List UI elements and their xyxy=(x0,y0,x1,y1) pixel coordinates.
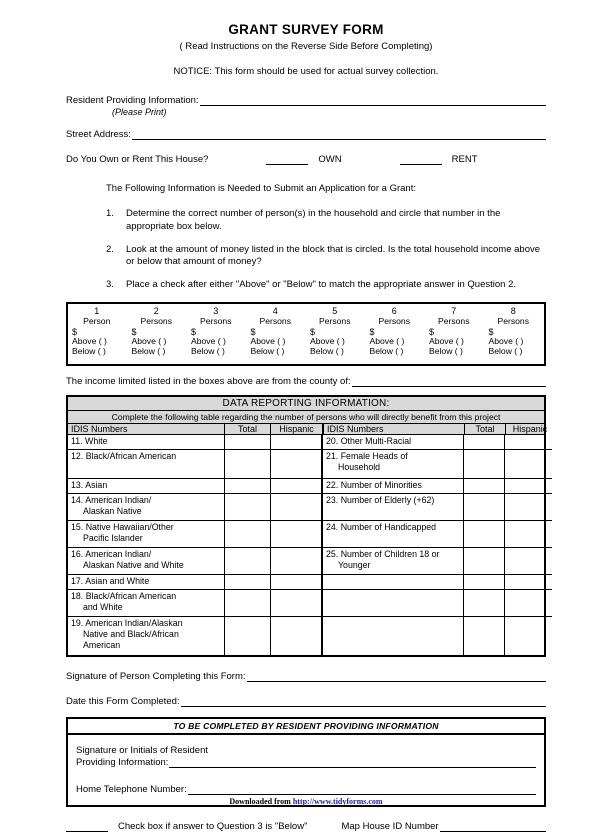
row-text: White xyxy=(85,436,108,447)
dollar-sign: $ xyxy=(310,327,316,338)
total-input[interactable] xyxy=(225,617,271,655)
row-number: 24. xyxy=(326,522,339,533)
resident-providing-label: Resident Providing Information: xyxy=(66,95,199,106)
total-input[interactable] xyxy=(464,617,505,655)
persons-word: Persons xyxy=(437,316,470,327)
dollar-sign: $ xyxy=(72,327,78,338)
persons-cell-8[interactable] xyxy=(485,304,545,364)
total-input[interactable] xyxy=(464,494,505,520)
persons-word: Persons xyxy=(378,316,411,327)
dollar-sign: $ xyxy=(191,327,197,338)
row-text: Black/African American xyxy=(85,451,177,462)
persons-income-grid xyxy=(66,302,546,366)
persons-count: 6 xyxy=(391,306,397,317)
street-address-row xyxy=(0,129,612,140)
date-completed-row xyxy=(0,696,612,707)
street-address-input[interactable] xyxy=(132,129,546,140)
hispanic-input[interactable] xyxy=(505,494,551,520)
persons-word: Persons xyxy=(259,316,292,327)
persons-count: 1 xyxy=(94,306,100,317)
persons-cell-3[interactable] xyxy=(187,304,247,364)
persons-count: 4 xyxy=(272,306,278,317)
row-label xyxy=(68,575,225,589)
hispanic-input[interactable] xyxy=(271,521,320,547)
instruction-number: 2. xyxy=(106,243,114,255)
own-rent-question: Do You Own or Rent This House? xyxy=(66,154,209,165)
header-total-left: Total xyxy=(225,424,271,434)
resident-signature-label-line1: Signature or Initials of Resident xyxy=(76,745,209,757)
row-text: Asian and White xyxy=(85,576,150,587)
total-input[interactable] xyxy=(464,450,505,478)
row-text: Other Multi-Racial xyxy=(340,436,412,447)
resident-box-body xyxy=(68,735,544,805)
persons-count: 5 xyxy=(332,306,338,317)
instruction-item xyxy=(0,208,612,234)
below-option[interactable]: Below ( ) xyxy=(191,345,225,356)
own-rent-row xyxy=(0,154,612,165)
total-input[interactable] xyxy=(225,590,271,616)
table-body xyxy=(68,435,544,655)
total-input[interactable] xyxy=(464,521,505,547)
row-number: 20. xyxy=(326,436,339,447)
total-input[interactable] xyxy=(464,435,505,449)
row-number: 12. xyxy=(71,451,84,462)
row-label xyxy=(68,590,225,616)
total-input[interactable] xyxy=(225,521,271,547)
row-label xyxy=(68,435,225,449)
persons-cell-7[interactable] xyxy=(425,304,485,364)
table-row xyxy=(68,590,321,617)
below-checkbox-line[interactable] xyxy=(66,821,108,832)
lead-in-text: The Following Information is Needed to Submit an Application for a Grant: xyxy=(106,183,416,194)
persons-word: Persons xyxy=(318,316,351,327)
dollar-sign: $ xyxy=(131,327,137,338)
total-input[interactable] xyxy=(225,450,271,478)
row-number: 17. xyxy=(71,576,84,587)
table-row xyxy=(323,548,552,575)
resident-signature-input[interactable] xyxy=(169,757,536,768)
date-completed-input[interactable] xyxy=(181,696,546,707)
date-completed-label: Date this Form Completed: xyxy=(66,696,180,708)
below-option[interactable]: Below ( ) xyxy=(131,345,166,356)
hispanic-input[interactable] xyxy=(271,494,320,520)
total-input[interactable] xyxy=(225,479,271,493)
row-label xyxy=(323,548,464,574)
page-subtitle: ( Read Instructions on the Reverse Side Before Completing) xyxy=(179,41,433,52)
notice-text: NOTICE: This form should be used for actual survey collection. xyxy=(173,66,439,77)
row-number: 21. xyxy=(326,451,339,462)
row-number: 23. xyxy=(326,495,339,506)
above-option[interactable]: Above ( ) xyxy=(131,336,167,347)
dollar-sign: $ xyxy=(369,327,375,338)
rent-label: RENT xyxy=(451,154,478,165)
persons-word: Persons xyxy=(140,316,173,327)
signature-person-label: Signature of Person Completing this Form: xyxy=(66,671,246,683)
table-row xyxy=(323,435,552,450)
table-row xyxy=(323,590,552,617)
resident-providing-input[interactable] xyxy=(200,95,546,106)
page-title: GRANT SURVEY FORM xyxy=(228,22,384,37)
hispanic-input[interactable] xyxy=(505,617,551,655)
row-label xyxy=(323,450,464,478)
row-label xyxy=(68,494,225,520)
below-option[interactable]: Below ( ) xyxy=(310,345,344,356)
county-label: The income limited listed in the boxes above are from the county of: xyxy=(66,376,351,388)
row-text-cont: Alaskan Native and White xyxy=(83,560,184,571)
instruction-number: 1. xyxy=(106,208,114,219)
above-option[interactable]: Above ( ) xyxy=(488,336,524,347)
resident-signature-label-line2: Providing Information: xyxy=(76,756,169,768)
hispanic-input[interactable] xyxy=(505,575,551,589)
total-input[interactable] xyxy=(464,479,505,493)
row-label xyxy=(323,479,464,493)
persons-count: 3 xyxy=(213,306,219,317)
hispanic-input[interactable] xyxy=(505,590,551,616)
table-row xyxy=(323,450,552,479)
header-idis-left: IDIS Numbers xyxy=(68,424,225,434)
persons-count: 7 xyxy=(451,306,457,317)
own-label: OWN xyxy=(318,154,342,165)
row-number: 18. xyxy=(71,591,84,602)
row-label xyxy=(68,521,225,547)
hispanic-input[interactable] xyxy=(505,479,551,493)
table-header-row xyxy=(68,424,548,435)
resident-providing-row xyxy=(0,95,612,106)
persons-count: 2 xyxy=(153,306,159,317)
table-row xyxy=(68,435,321,450)
table-row xyxy=(68,617,321,655)
above-option[interactable]: Above ( ) xyxy=(72,336,107,347)
row-text-cont: Household xyxy=(338,462,381,473)
table-row xyxy=(323,494,552,521)
hispanic-input[interactable] xyxy=(505,450,551,478)
above-option[interactable]: Above ( ) xyxy=(250,336,286,347)
row-label xyxy=(323,617,464,655)
hispanic-input[interactable] xyxy=(271,435,320,449)
county-input[interactable] xyxy=(352,376,546,387)
row-text-cont: Younger xyxy=(338,560,371,571)
instruction-text: Place a check after either "Above" or "Below" to match the appropriate answer in Question 2. xyxy=(126,279,517,291)
resident-completion-box xyxy=(66,717,546,807)
footer-link[interactable]: http://www.tidyforms.com xyxy=(292,797,383,806)
header-hispanic-left: Hispanic xyxy=(271,424,324,434)
hispanic-input[interactable] xyxy=(271,450,320,478)
table-row xyxy=(68,494,321,521)
persons-word: Person xyxy=(83,316,111,327)
signature-person-row xyxy=(0,671,612,682)
row-number: 14. xyxy=(71,495,84,506)
hispanic-input[interactable] xyxy=(505,521,551,547)
below-option[interactable]: Below ( ) xyxy=(72,345,106,356)
map-house-id-label: Map House ID Number xyxy=(341,820,439,832)
row-text: Native Hawaiian/Other xyxy=(85,522,174,533)
above-option[interactable]: Above ( ) xyxy=(191,336,226,347)
below-option[interactable]: Below ( ) xyxy=(429,345,463,356)
persons-count: 8 xyxy=(510,306,516,317)
below-option[interactable]: Below ( ) xyxy=(369,345,404,356)
persons-word: Persons xyxy=(497,316,530,327)
row-number: 15. xyxy=(71,522,84,533)
street-address-label: Street Address: xyxy=(66,129,131,140)
header-hispanic-right: Hispanic xyxy=(512,424,548,435)
resident-phone-input[interactable] xyxy=(188,784,536,795)
row-text: Number of Elderly (+62) xyxy=(340,495,435,506)
table-row xyxy=(323,479,552,494)
total-input[interactable] xyxy=(464,548,505,574)
map-house-id-input[interactable] xyxy=(440,821,546,832)
row-text-cont2: American xyxy=(83,640,121,651)
above-option[interactable]: Above ( ) xyxy=(310,336,345,347)
total-input[interactable] xyxy=(464,575,505,589)
check-box-below-text: Check box if answer to Question 3 is "Below" xyxy=(118,820,308,832)
row-label xyxy=(68,548,225,574)
resident-phone-row xyxy=(76,784,536,795)
hispanic-input[interactable] xyxy=(505,435,551,449)
resident-phone-label: Home Telephone Number: xyxy=(76,783,187,795)
total-input[interactable] xyxy=(225,494,271,520)
table-row xyxy=(323,617,552,655)
row-text-cont: and White xyxy=(83,602,123,613)
hispanic-input[interactable] xyxy=(271,617,320,655)
row-number: 13. xyxy=(71,480,84,491)
persons-cell-6[interactable] xyxy=(366,304,426,364)
footer-prefix: Downloaded from xyxy=(229,797,293,806)
row-label xyxy=(323,494,464,520)
hispanic-input[interactable] xyxy=(271,590,320,616)
row-label xyxy=(323,575,464,589)
own-checkbox-line[interactable] xyxy=(266,154,308,165)
resident-signature-row xyxy=(76,757,536,768)
instruction-list xyxy=(0,208,612,292)
persons-word: Persons xyxy=(199,316,232,327)
resident-box-title: TO BE COMPLETED BY RESIDENT PROVIDING INFORMATION xyxy=(68,719,544,735)
row-label xyxy=(323,590,464,616)
table-row xyxy=(323,521,552,548)
dollar-sign: $ xyxy=(250,327,256,338)
above-option[interactable]: Above ( ) xyxy=(429,336,464,347)
persons-cell-1[interactable] xyxy=(68,304,128,364)
below-option[interactable]: Below ( ) xyxy=(250,345,285,356)
final-row xyxy=(0,821,612,832)
row-text: Number of Minorities xyxy=(340,480,422,491)
hispanic-input[interactable] xyxy=(505,548,551,574)
county-row xyxy=(0,376,612,387)
total-input[interactable] xyxy=(225,548,271,574)
hispanic-input[interactable] xyxy=(271,479,320,493)
instruction-text: Determine the correct number of person(s) in the household and circle that number in the appropriate box below. xyxy=(126,208,501,232)
row-text: Asian xyxy=(85,480,108,491)
row-number: 25. xyxy=(326,549,339,560)
row-label xyxy=(323,521,464,547)
row-label xyxy=(323,435,464,449)
persons-cell-4[interactable] xyxy=(247,304,307,364)
instruction-number: 3. xyxy=(106,279,114,291)
below-option[interactable]: Below ( ) xyxy=(488,345,523,356)
row-text: Number of Children 18 or xyxy=(340,549,440,560)
instruction-text: Look at the amount of money listed in the block that is circled. Is the total household income above or below that amount of money? xyxy=(126,243,541,268)
row-text-cont: Alaskan Native xyxy=(83,506,142,517)
please-print-note: (Please Print) xyxy=(112,107,167,117)
table-row xyxy=(68,450,321,479)
table-row xyxy=(323,575,552,590)
table-row xyxy=(68,521,321,548)
total-input[interactable] xyxy=(225,575,271,589)
row-text: Number of Handicapped xyxy=(340,522,437,533)
table-right-column xyxy=(323,435,552,655)
total-input[interactable] xyxy=(225,435,271,449)
dollar-sign: $ xyxy=(429,327,435,338)
instruction-item xyxy=(0,279,612,292)
hispanic-input[interactable] xyxy=(271,548,320,574)
row-label xyxy=(68,450,225,478)
header-idis-right: IDIS Numbers xyxy=(324,424,465,434)
footer xyxy=(0,797,612,806)
data-reporting-table xyxy=(66,395,546,657)
table-row xyxy=(68,575,321,590)
persons-cell-2[interactable] xyxy=(128,304,188,364)
data-reporting-title: DATA REPORTING INFORMATION: xyxy=(68,397,544,411)
table-row xyxy=(68,479,321,494)
above-option[interactable]: Above ( ) xyxy=(369,336,405,347)
data-reporting-subtitle: Complete the following table regarding the number of persons who will directly benefit from this project xyxy=(68,411,544,424)
row-number: 22. xyxy=(326,480,339,491)
row-label xyxy=(68,479,225,493)
signature-person-input[interactable] xyxy=(247,671,546,682)
table-row xyxy=(68,548,321,575)
dollar-sign: $ xyxy=(488,327,494,338)
row-text: Black/African American xyxy=(85,591,177,602)
row-text: American Indian/ xyxy=(85,495,152,506)
row-text-cont: Native and Black/African xyxy=(83,629,179,640)
instruction-item xyxy=(0,244,612,270)
row-label xyxy=(68,617,225,655)
row-number: 16. xyxy=(71,549,84,560)
row-text: American Indian/Alaskan xyxy=(85,618,183,629)
table-left-column xyxy=(68,435,323,655)
form-page xyxy=(0,22,612,832)
row-text: American Indian/ xyxy=(85,549,152,560)
rent-checkbox-line[interactable] xyxy=(400,154,442,165)
total-input[interactable] xyxy=(464,590,505,616)
row-number: 19. xyxy=(71,618,84,629)
hispanic-input[interactable] xyxy=(271,575,320,589)
row-text-cont: Pacific Islander xyxy=(83,533,143,544)
persons-cell-5[interactable] xyxy=(306,304,366,364)
row-text: Female Heads of xyxy=(340,451,408,462)
header-total-right: Total xyxy=(465,424,506,434)
row-number: 11. xyxy=(71,436,83,447)
